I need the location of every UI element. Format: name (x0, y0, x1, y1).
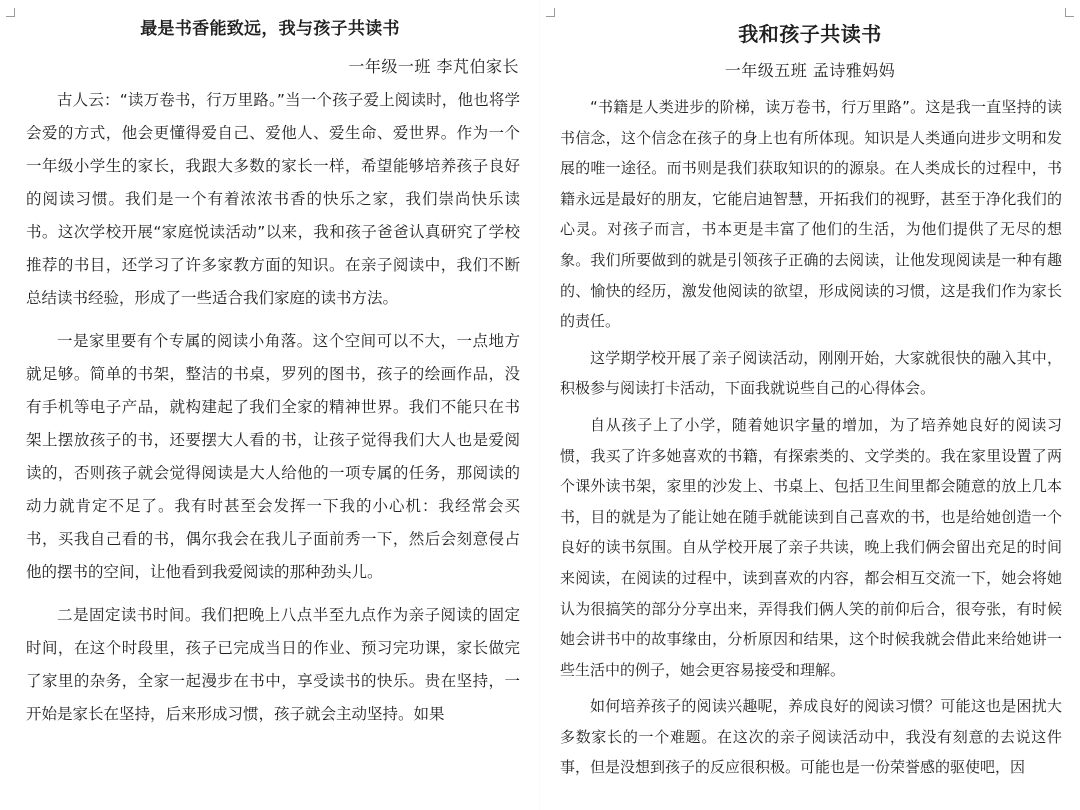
right-document-body (560, 92, 1062, 789)
body-paragraph: 二是固定读书时间。我们把晚上八点半至九点作为亲子阅读的固定时间，在这个时段里，孩子已完成当日的作业、预习完功课，家长做完了家里的杂务，全家一起漫步在书中，享受读书的快乐。贵在坚持，一开始是家长在坚持，后来形成习惯，孩子就会主动坚持。如果 (26, 606, 520, 723)
right-document-page (540, 0, 1080, 810)
left-document-body (26, 84, 520, 741)
body-paragraph: 这学期学校开展了亲子阅读活动，刚刚开始，大家就很快的融入其中，积极参与阅读打卡活动，下面我就说些自己的心得体会。 (560, 348, 1062, 398)
right-document-title: 我和孩子共读书 (738, 22, 882, 46)
body-paragraph: 古人云：“读万卷书，行万里路。”当一个孩子爱上阅读时，他也将学会爱的方式，他会更懂得爱自己、爱他人、爱生命、爱世界。作为一个一年级小学生的家长，我跟大多数的家长一样，希望能够培养孩子良好的阅读习惯。我们是一个有着浓浓书香的快乐之家，我们崇尚快乐读书。这次学校开展“家庭悦读活动”以来，我和孩子爸爸认真研究了学校推荐的书目，还学习了许多家教方面的知识。在亲子阅读中，我们不断总结读书经验，形成了一些适合我们家庭的读书方法。 (26, 91, 520, 307)
body-paragraph: “书籍是人类进步的阶梯，读万卷书，行万里路”。这是我一直坚持的读书信念，这个信念在孩子的身上也有所体现。知识是人类通向进步文明和发展的唯一途径。而书则是我们获取知识的的源泉。在人类成长的过程中，书籍永远是最好的朋友，它能启迪智慧，开拓我们的视野，甚至于净化我们的心灵。对孩子而言，书本更是丰富了他们的生活，为他们提供了无尽的想象。我们所要做到的就是引领孩子正确的去阅读，让他发现阅读是一种有趣的、愉快的经历，激发他阅读的欲望，形成阅读的习惯，这是我们作为家长的责任。 (560, 98, 1062, 331)
left-document-byline: 一年级一班 李芃伯家长 (348, 57, 519, 76)
left-document-title: 最是书香能致远，我与孩子共读书 (140, 19, 400, 39)
body-paragraph: 自从孩子上了小学，随着她识字量的增加，为了培养她良好的阅读习惯，我买了许多她喜欢的书籍，有探索类的、文学类的。我在家里设置了两个课外读书架，家里的沙发上、书桌上、包括卫生间里都会随意的放上几本书，目的就是为了能让她在随手就能读到自己喜欢的书，也是给她创造一个良好的读书氛围。自从学校开展了亲子共读，晚上我们俩会留出充足的时间来阅读，在阅读的过程中，读到喜欢的内容，都会相互交流一下，她会将她认为很搞笑的部分分享出来，弄得我们俩人笑的前仰后合，很夸张，有时候她会讲书中的故事缘由，分析原因和结果，这个时候我就会借此来给她讲一些生活中的例子，她会更容易接受和理解。 (560, 415, 1062, 679)
body-paragraph: 如何培养孩子的阅读兴趣呢，养成良好的阅读习惯？可能这也是困扰大多数家长的一个难题。在这次的亲子阅读活动中，我没有刻意的去说这件事，但是没想到孩子的反应很积极。可能也是一份荣誉感的驱使吧，因 (560, 697, 1062, 777)
crop-corner-mark (1065, 8, 1074, 17)
body-paragraph: 一是家里要有个专属的阅读小角落。这个空间可以不大，一点地方就足够。简单的书架，整洁的书桌，罗列的图书，孩子的绘画作品，没有手机等电子产品，就构建起了我们全家的精神世界。我们不能只在书架上摆放孩子的书，还要摆大人看的书，让孩子觉得我们大人也是爱阅读的，否则孩子就会觉得阅读是大人给他的一项专属的任务，那阅读的动力就肯定不足了。我有时甚至会发挥一下我的小心机：我经常会买书，买我自己看的书，偶尔我会在我儿子面前秀一下，然后会刻意侵占他的摆书的空间，让他看到我爱阅读的那种劲头儿。 (26, 332, 520, 581)
crop-corner-mark (546, 8, 555, 17)
right-document-byline: 一年级五班 孟诗雅妈妈 (724, 61, 896, 80)
